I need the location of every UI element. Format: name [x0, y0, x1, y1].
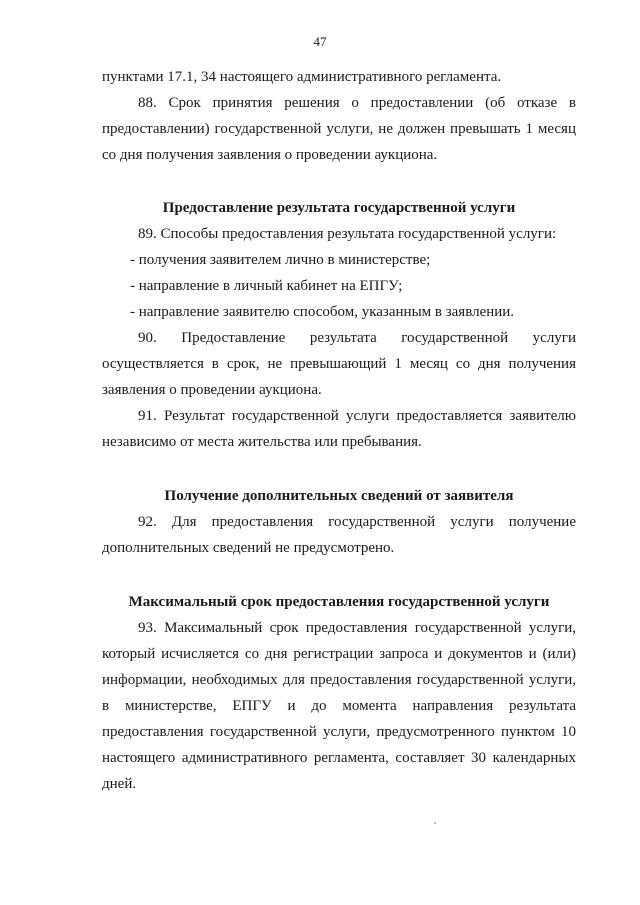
list-item: - получения заявителем лично в министерстве; [130, 252, 431, 268]
paragraph-92: 92. Для предоставления государственной услуги получение дополнительных сведений не предусмотрено. [102, 514, 576, 556]
heading-maximum-term: Максимальный срок предоставления государственной услуги [128, 594, 550, 610]
paragraph-continuation: пунктами 17.1, 34 настоящего административного регламента. [102, 69, 502, 85]
page-number: 47 [313, 34, 327, 49]
paragraph-89: 89. Способы предоставления результата государственной услуги: [138, 226, 557, 242]
list-item: - направление заявителю способом, указанным в заявлении. [130, 304, 515, 320]
document-body [102, 64, 576, 797]
list-item: - направление в личный кабинет на ЕПГУ; [130, 278, 403, 294]
paragraph-93: 93. Максимальный срок предоставления государственной услуги, который исчисляется со дня регистрации запроса и документов и (или) информации, необходимых для предоставления государственной услуги, в министерстве, ЕПГУ и до момента направления результата предоставления государственной услуги, предусмотренного пунктом 10 настоящего административного регламента, составляет 30 календарных дней. [102, 620, 576, 792]
paragraph-90: 90. Предоставление результата государственной услуги осуществляется в срок, не превышающий 1 месяц со дня получения заявления о проведении аукциона. [102, 330, 576, 398]
heading-result-provision: Предоставление результата государственной услуги [162, 200, 516, 216]
scan-speck [434, 822, 436, 824]
heading-additional-info: Получение дополнительных сведений от заявителя [164, 488, 514, 504]
paragraph-91: 91. Результат государственной услуги предоставляется заявителю независимо от места жительства или пребывания. [102, 408, 576, 450]
paragraph-88: 88. Срок принятия решения о предоставлении (об отказе в предоставлении) государственной услуги, не должен превышать 1 месяц со дня получения заявления о проведении аукциона. [102, 95, 576, 163]
